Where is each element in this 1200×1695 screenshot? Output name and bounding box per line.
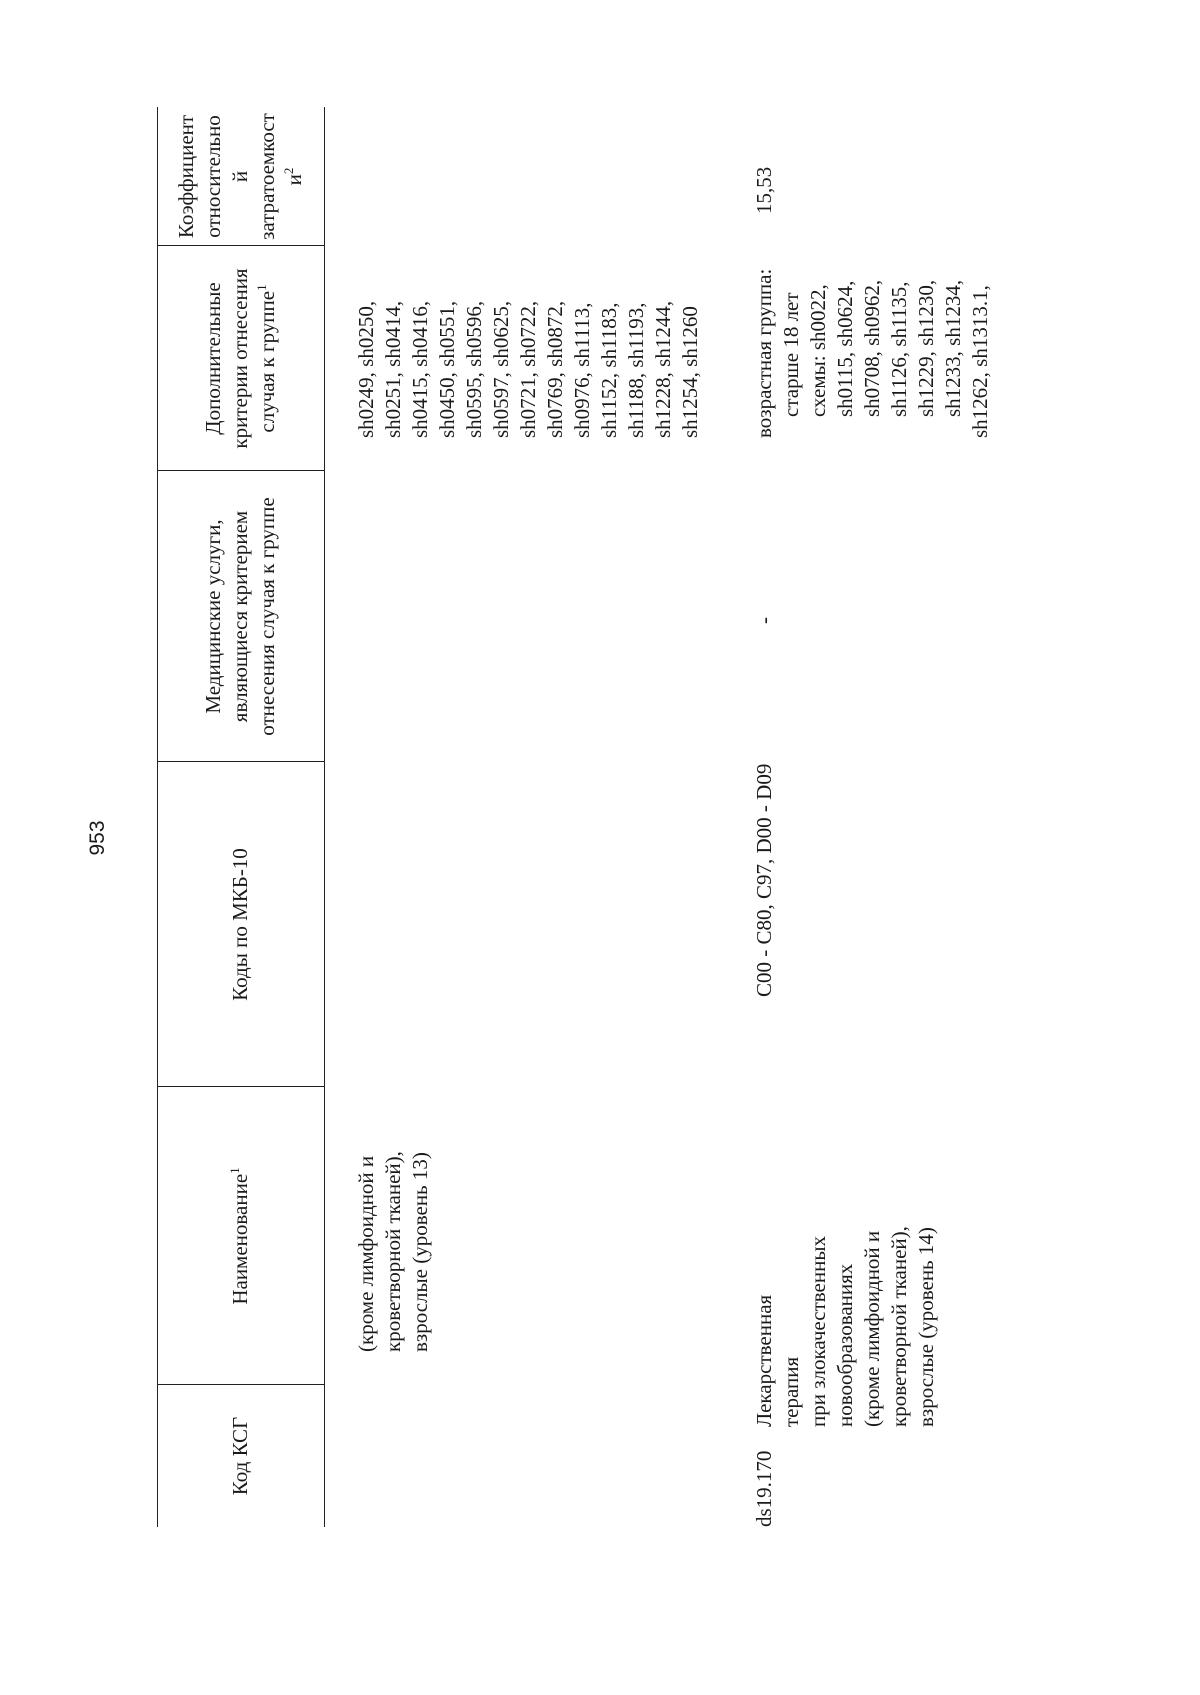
- row2-services: -: [752, 617, 776, 624]
- row2-icd-codes: C00 - C80, C97, D00 - D09: [752, 763, 776, 997]
- header-code: Код КСГ: [228, 1416, 252, 1496]
- header-criteria: Дополнительные критерии отнесения случая к группе$^1$: [201, 268, 279, 449]
- page-number-text: 953: [86, 820, 109, 856]
- row2-code: ds19.170: [752, 1450, 776, 1527]
- row1-name: (кроме лимфоидной и кроветворной тканей), взрослые (уровень 13): [354, 1151, 432, 1352]
- header-services: Медицинские услуги, являющиеся критерием отнесения случая к группе: [201, 497, 279, 736]
- table-body: [157, 107, 1177, 1527]
- table-header-rule: [324, 107, 325, 1527]
- header-icd-codes: Коды по МКБ-10: [228, 848, 252, 1001]
- row1-criteria: sh0249, sh0250, sh0251, sh0414, sh0415, sh0416, sh0450, sh0551, sh0595, sh0596, sh0597, sh0625, sh0721, sh0722, sh0769, sh0872, sh0976, sh1113, sh1152, sh1183, sh1188, sh1193, sh1228, sh1244, sh1254, sh1260: [354, 300, 702, 438]
- header-coefficient: Коэффициент относительно й затратоемкост $и^2$: [174, 113, 306, 240]
- row2-criteria: возрастная группа: старше 18 лет схемы: sh0022, sh0115, sh0624, sh0708, sh0962, sh1126, sh1135, sh1229, sh1230, sh1233, sh1234, sh1262, sh1313.1,: [752, 268, 992, 438]
- row2-name: Лекарственная терапия при злокачественных новообразованиях (кроме лимфоидной и кроветворной тканей), взрослые (уровень 14): [752, 1226, 938, 1427]
- row2-coefficient: 15,53: [752, 166, 776, 214]
- header-name: Наименование$^1$: [227, 1167, 252, 1305]
- tariff-table: [157, 107, 1177, 1527]
